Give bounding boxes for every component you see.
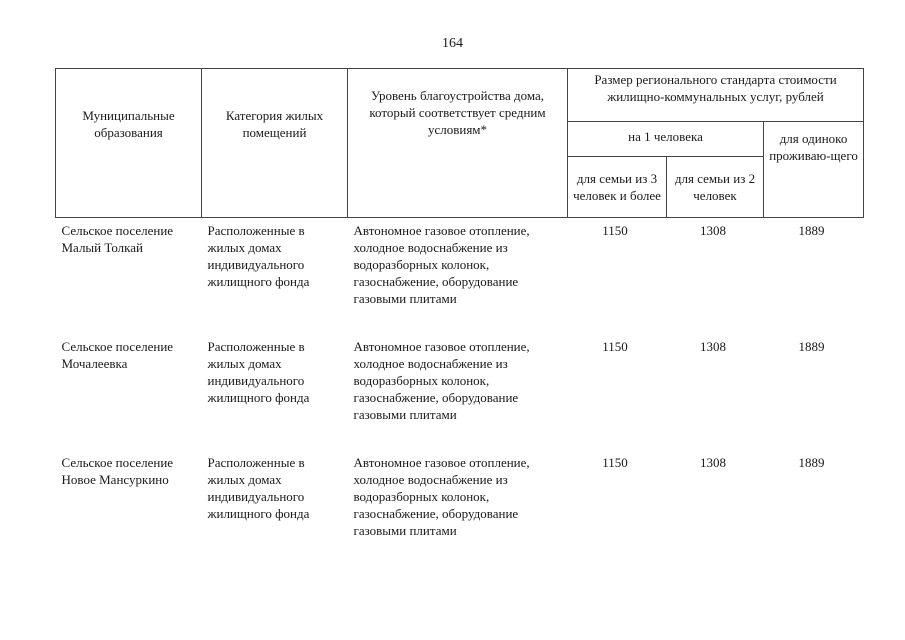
cell-family-3plus: 1150: [602, 223, 628, 238]
housing-standard-table: [55, 68, 864, 566]
cell-municipality: Сельское поселение Новое Мансуркино: [61, 455, 174, 487]
header-family-3plus: для семьи из 3 человек и более: [568, 157, 667, 218]
cell-comfort-level: Автономное газовое отопление, холодное водоснабжение из водоразборных колонок, газоснабжение, оборудование газовыми плитами: [353, 339, 530, 422]
table-header: [56, 69, 864, 218]
cell-family-3plus: 1150: [602, 455, 628, 470]
cell-municipality: Сельское поселение Малый Толкай: [61, 223, 174, 255]
table-row: [56, 334, 864, 450]
header-per-person: на 1 человека: [568, 122, 764, 157]
header-standard-size: Размер регионального стандарта стоимости жилищно-коммунальных услуг, рублей: [568, 69, 864, 122]
page-number: 164: [442, 36, 463, 51]
cell-family-2: 1308: [700, 223, 726, 238]
cell-category: Расположенные в жилых домах индивидуального жилищного фонда: [207, 339, 310, 405]
cell-comfort-level: Автономное газовое отопление, холодное водоснабжение из водоразборных колонок, газоснабжение, оборудование газовыми плитами: [353, 455, 530, 538]
cell-category: Расположенные в жилых домах индивидуального жилищного фонда: [207, 223, 310, 289]
header-comfort-level: Уровень благоустройства дома, который соответствует средним условиям*: [348, 69, 568, 218]
cell-single: 1889: [798, 339, 825, 354]
cell-family-2: 1308: [700, 455, 726, 470]
cell-municipality: Сельское поселение Мочалеевка: [61, 339, 174, 371]
cell-single: 1889: [798, 455, 825, 470]
cell-family-2: 1308: [700, 339, 726, 354]
table-row: [56, 218, 864, 335]
header-single: для одиноко проживаю-щего: [764, 122, 864, 218]
table-row: [56, 450, 864, 566]
header-municipality: Муниципальные образования: [56, 69, 202, 218]
table-body: [56, 218, 864, 567]
cell-single: 1889: [798, 223, 825, 238]
cell-family-3plus: 1150: [602, 339, 628, 354]
header-category: Категория жилых помещений: [202, 69, 348, 218]
header-family-2: для семьи из 2 человек: [667, 157, 764, 218]
cell-comfort-level: Автономное газовое отопление, холодное водоснабжение из водоразборных колонок, газоснабжение, оборудование газовыми плитами: [353, 223, 530, 306]
cell-category: Расположенные в жилых домах индивидуального жилищного фонда: [207, 455, 310, 521]
